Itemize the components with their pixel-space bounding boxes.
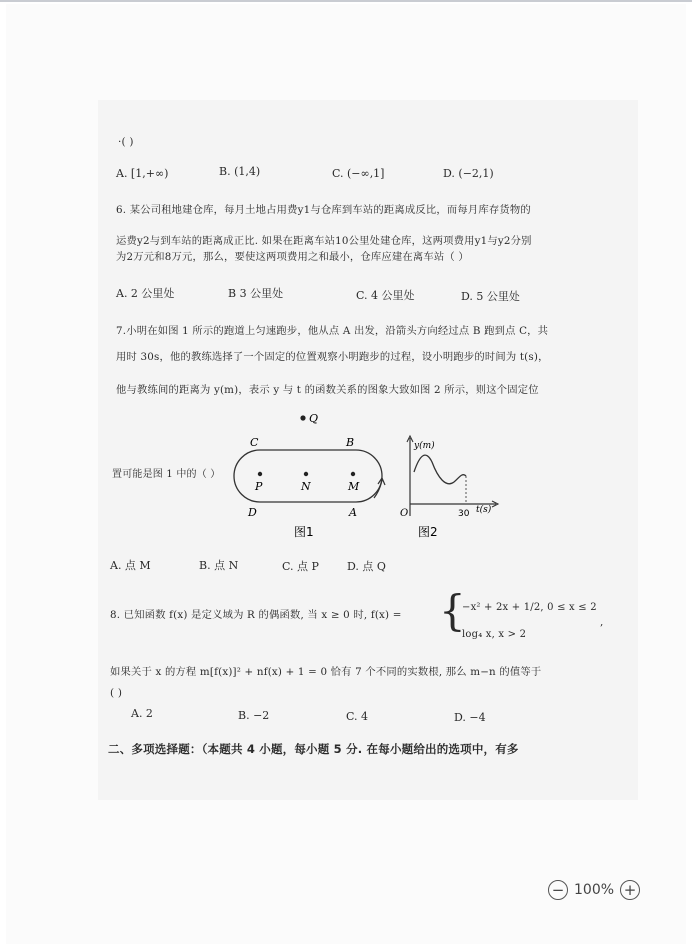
option-b: B. 点 N bbox=[199, 559, 239, 572]
q8-line-1: 8. 已知函数 f(x) 是定义域为 R 的偶函数, 当 x ≥ 0 时, f(x) = bbox=[110, 609, 402, 621]
q6-line-2: 运费y2与到车站的距离成正比. 如果在距离车站10公里处建仓库，这两项费用y1与y2分别 bbox=[116, 235, 532, 247]
figure-2-caption: 图2 bbox=[418, 525, 438, 539]
figure-2-graph bbox=[396, 432, 516, 544]
label-n: N bbox=[301, 480, 311, 493]
zoom-out-button[interactable] bbox=[548, 880, 568, 900]
plus-icon: + bbox=[623, 880, 637, 899]
tick-30: 30 bbox=[458, 509, 470, 519]
piecewise-brace: { bbox=[439, 586, 466, 635]
option-d: D. 点 Q bbox=[347, 560, 386, 573]
curve bbox=[414, 455, 466, 484]
section-2-heading: 二、多项选择题：（本题共 4 小题，每小题 5 分. 在每小题给出的选项中，有多 bbox=[108, 742, 519, 756]
label-b: B bbox=[346, 436, 355, 449]
document-page bbox=[6, 4, 686, 944]
option-a: A. 2 公里处 bbox=[116, 287, 175, 300]
option-c: C. 4 bbox=[346, 710, 369, 723]
point-m-dot bbox=[351, 472, 355, 476]
question-fragment: ·( ) bbox=[118, 136, 134, 148]
label-m: M bbox=[348, 480, 360, 493]
y-axis-label: y(m) bbox=[414, 441, 435, 451]
figure-1-track bbox=[216, 402, 396, 542]
option-a: A. 点 M bbox=[110, 559, 151, 572]
point-q-dot bbox=[300, 415, 305, 420]
label-q: Q bbox=[309, 412, 319, 425]
q7-line-2: 用时 30s，他的教练选择了一个固定的位置观察小明跑步的过程，设小明跑步的时间为 t(s)， bbox=[116, 351, 549, 363]
x-axis-label: t(s) bbox=[476, 505, 492, 515]
label-d: D bbox=[248, 506, 257, 519]
option-c: C. (−∞,1] bbox=[332, 167, 385, 180]
point-p-dot bbox=[258, 472, 262, 476]
option-c: C. 点 P bbox=[282, 560, 319, 573]
option-c: C. 4 公里处 bbox=[356, 289, 415, 302]
q7-line-4: 置可能是图 1 中的（ ） bbox=[112, 469, 221, 480]
option-a: A. 2 bbox=[131, 707, 153, 720]
q8-tail: , bbox=[600, 616, 604, 628]
option-d: D. −4 bbox=[454, 711, 486, 724]
minus-icon: − bbox=[551, 880, 565, 899]
track-outline bbox=[234, 450, 382, 502]
label-c: C bbox=[250, 436, 259, 449]
point-n-dot bbox=[304, 472, 308, 476]
zoom-controls bbox=[548, 878, 640, 902]
q6-line-1: 6. 某公司租地建仓库，每月土地占用费y1与仓库到车站的距离成反比，而每月库存货物的 bbox=[116, 204, 531, 216]
label-p: P bbox=[255, 480, 263, 493]
q8-piece-1: −x² + 2x + 1/2, 0 ≤ x ≤ 2 bbox=[462, 602, 597, 613]
option-a: A. [1,+∞) bbox=[116, 167, 169, 180]
top-border bbox=[0, 0, 692, 2]
option-d: D. (−2,1) bbox=[443, 167, 494, 180]
option-b: B. −2 bbox=[238, 709, 270, 722]
q8-line-3: ( ) bbox=[110, 687, 123, 699]
option-b: B 3 公里处 bbox=[228, 287, 284, 300]
zoom-in-button[interactable] bbox=[620, 880, 640, 900]
origin-label: O bbox=[400, 508, 409, 519]
zoom-level: 100% bbox=[574, 882, 615, 898]
q7-line-3: 他与教练间的距离为 y(m)，表示 y 与 t 的函数关系的图象大致如图 2 所示，则这个固定位 bbox=[116, 384, 539, 396]
q7-line-1: 7.小明在如图 1 所示的跑道上匀速跑步，他从点 A 出发，沿箭头方向经过点 B 跑到点 C，共 bbox=[116, 325, 549, 337]
figure-1-caption: 图1 bbox=[294, 525, 314, 539]
q8-line-2: 如果关于 x 的方程 m[f(x)]² + nf(x) + 1 = 0 恰有 7 个不同的实数根, 那么 m−n 的值等于 bbox=[110, 666, 542, 678]
q6-line-3: 为2万元和8万元，那么，要使这两项费用之和最小，仓库应建在离车站（ ） bbox=[116, 251, 469, 263]
option-d: D. 5 公里处 bbox=[461, 290, 520, 303]
option-b: B. (1,4) bbox=[219, 165, 261, 178]
label-a: A bbox=[349, 506, 357, 519]
q8-piece-2: log₄ x, x > 2 bbox=[462, 629, 527, 640]
